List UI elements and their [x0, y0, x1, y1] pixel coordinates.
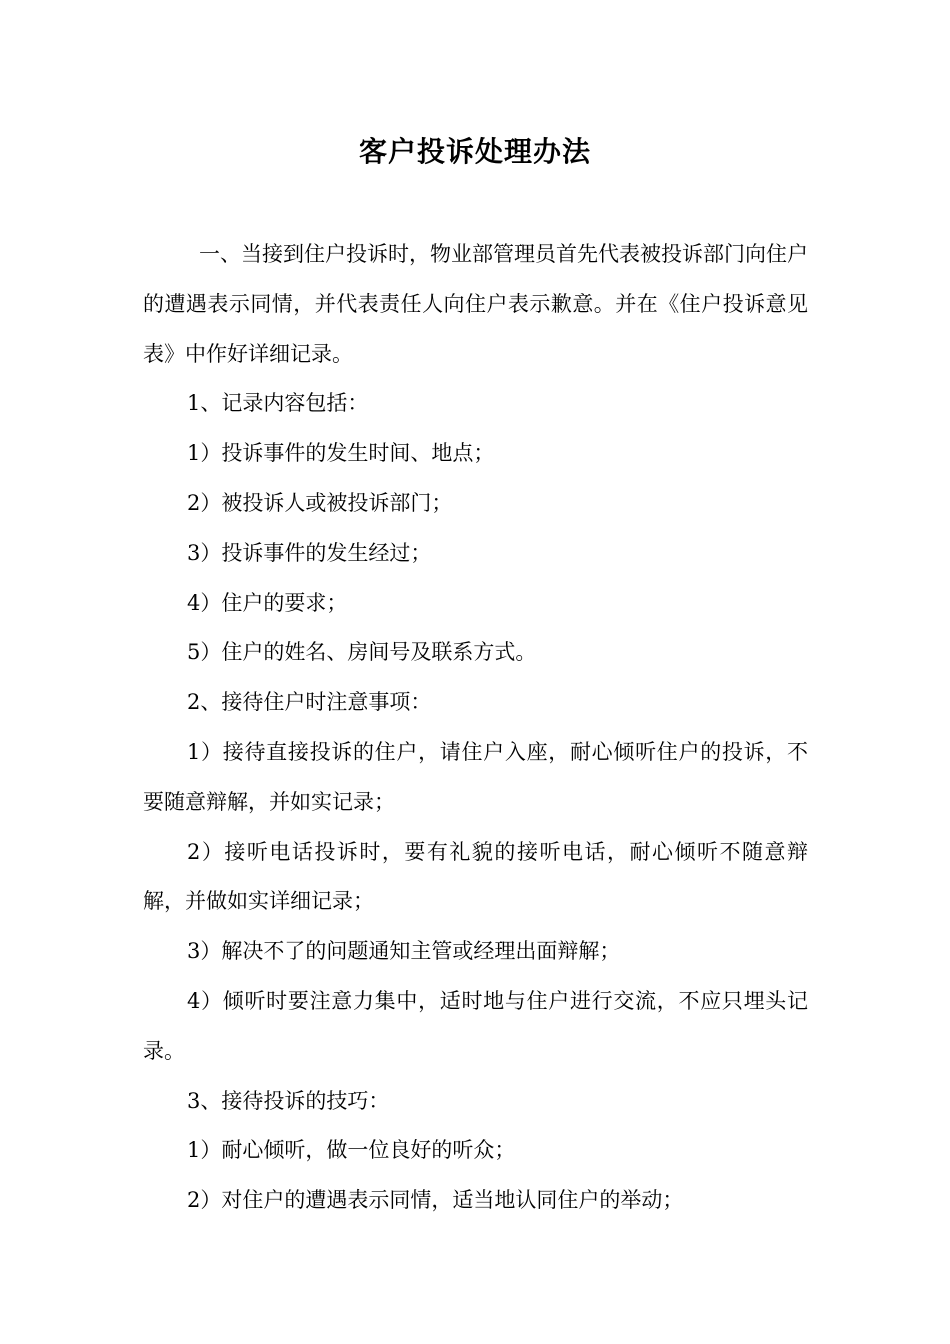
paragraph-skills-heading: 3、接待投诉的技巧： [187, 1088, 390, 1113]
paragraph-intro: 一、当接到住户投诉时，物业部管理员首先代表被投诉部门向住户的遭遇表示同情，并代表责任人向住户表示歉意。并在《住户投诉意见表》中作好详细记录。 [143, 242, 808, 366]
paragraph-skills-item: 2）对住户的遭遇表示同情，适当地认同住户的举动； [187, 1188, 684, 1213]
paragraph-record-item: 4）住户的要求； [187, 590, 348, 615]
paragraph-record-item: 1）投诉事件的发生时间、地点； [187, 441, 495, 466]
paragraph-notes-item: 1）接待直接投诉的住户，请住户入座，耐心倾听住户的投诉，不要随意辩解，并如实记录； [143, 739, 808, 814]
paragraph-record-heading: 1、记录内容包括： [187, 391, 369, 416]
paragraph-notes-item: 4）倾听时要注意力集中，适时地与住户进行交流，不应只埋头记录。 [143, 988, 808, 1063]
paragraph-record-item: 5）住户的姓名、房间号及联系方式。 [187, 640, 537, 665]
document-title: 客户投诉处理办法 [358, 135, 591, 168]
paragraph-notes-heading: 2、接待住户时注意事项： [187, 690, 432, 715]
paragraph-record-item: 3）投诉事件的发生经过； [187, 540, 432, 565]
paragraph-notes-item: 2）接听电话投诉时，要有礼貌的接听电话，耐心倾听不随意辩解，并做如实详细记录； [143, 839, 808, 914]
document-body [143, 230, 808, 1226]
paragraph-notes-item: 3）解决不了的问题通知主管或经理出面辩解； [187, 939, 621, 964]
paragraph-record-item: 2）被投诉人或被投诉部门； [187, 490, 453, 515]
paragraph-skills-item: 1）耐心倾听，做一位良好的听众； [187, 1138, 516, 1163]
